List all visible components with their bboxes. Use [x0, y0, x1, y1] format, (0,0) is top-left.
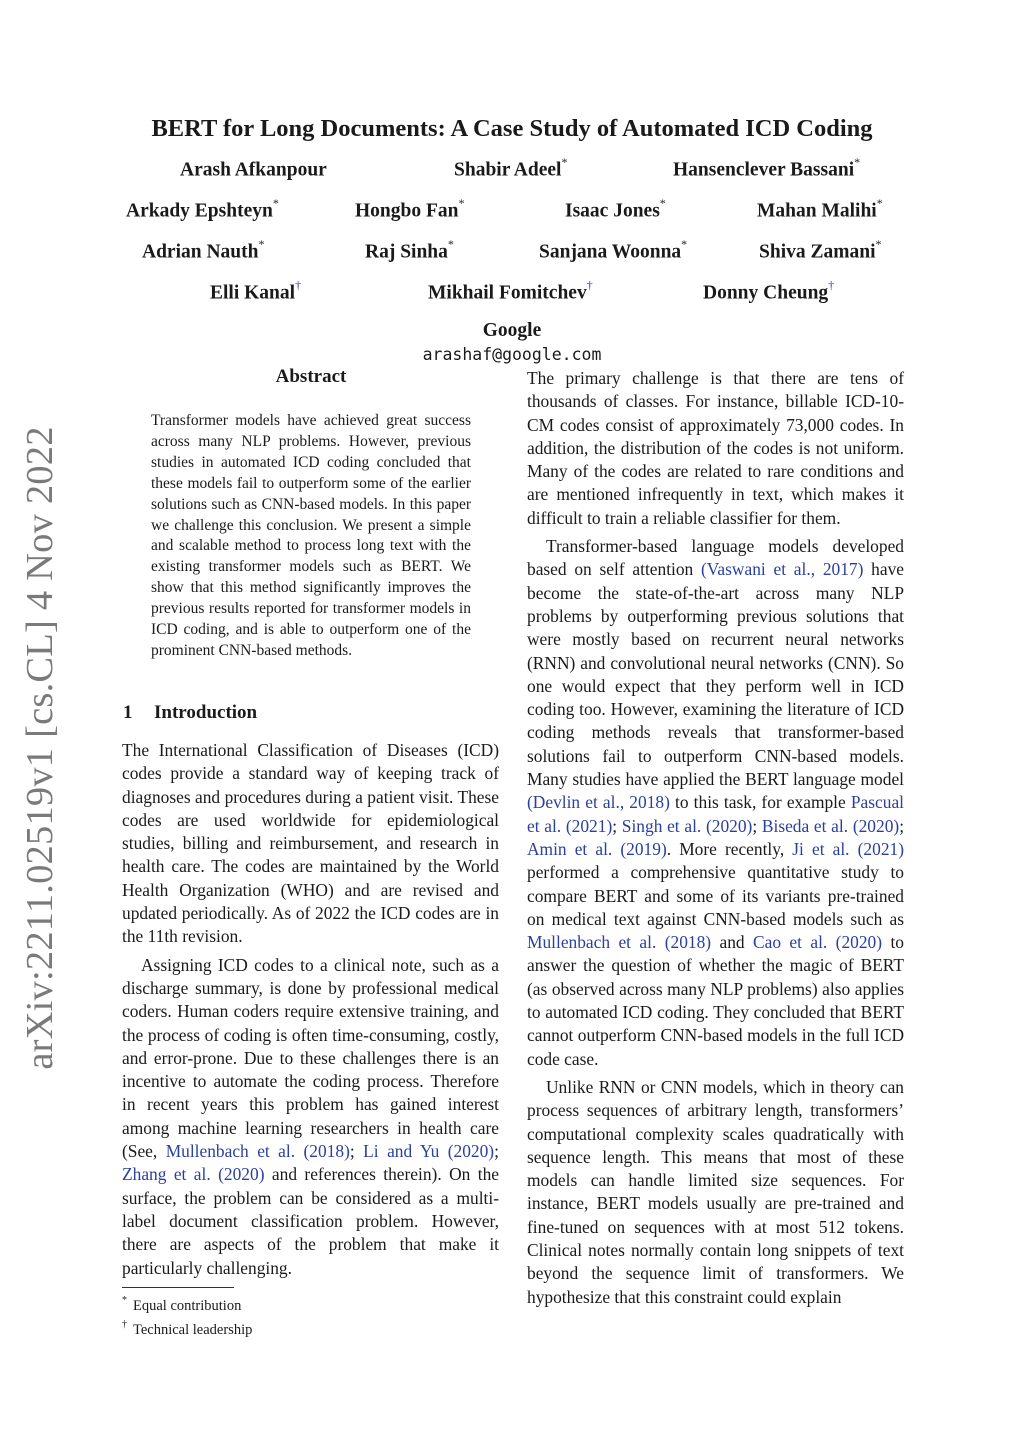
paragraph: Unlike RNN or CNN models, which in theory can process sequences of arbitrary length, transformers’ computational complexity scales quadratically with sequence length. This means that most of these models can handle limited size sequences. For instance, BERT models usually are pre-trained and fine-tuned on sequences with at most 512 tokens. Clinical notes normally contain long snippets of text beyond the sequence limit of transformers. We hypothesize that this constraint could explain [527, 1076, 904, 1307]
citation-link[interactable]: (2020) [835, 932, 883, 953]
citation-link[interactable]: Biseda et al. [761, 815, 849, 836]
paper-title: BERT for Long Documents: A Case Study of Automated ICD Coding [151, 115, 873, 142]
author: Donny Cheung† [703, 278, 835, 304]
author: Mikhail Fomitchev† [428, 278, 593, 304]
footnotes [122, 1292, 252, 1340]
author: Hansenclever Bassani* [673, 155, 861, 181]
author: Arash Afkanpour [180, 159, 327, 181]
citation-link[interactable]: Pascual et al. [527, 792, 904, 836]
author: Sanjana Woonna* [539, 237, 688, 263]
citation-link[interactable]: (2019) [620, 838, 667, 859]
footnote-rule [122, 1287, 234, 1288]
citation-link[interactable]: (Devlin et al., 2018) [527, 792, 670, 813]
author: Shabir Adeel* [454, 155, 568, 181]
citation-link[interactable]: Zhang et al. [122, 1164, 211, 1185]
citation-link[interactable]: (2021) [857, 838, 905, 859]
author: Adrian Nauth* [142, 237, 265, 263]
left-column-body [122, 739, 499, 1280]
citation-link[interactable]: (2020) [447, 1141, 495, 1162]
right-column-body [527, 367, 904, 1309]
affiliation: Google [482, 320, 542, 341]
citation-link[interactable]: (Vaswani et al., 2017) [701, 559, 864, 580]
citation-link[interactable]: Singh et al. [621, 815, 702, 836]
section-heading [123, 702, 257, 724]
author-email: arashaf@google.com [422, 345, 602, 364]
abstract-heading: Abstract [275, 366, 347, 387]
section-title: Introduction [154, 702, 258, 723]
author: Hongbo Fan* [355, 196, 465, 222]
citation-link[interactable]: Amin et al. [527, 838, 613, 859]
citation-link[interactable]: (2021) [565, 815, 613, 836]
citation-link[interactable]: Mullenbach et al. [527, 932, 657, 953]
author: Arkady Epshteyn* [126, 196, 279, 222]
author: Raj Sinha* [365, 237, 454, 263]
citation-link[interactable]: (2020) [852, 815, 900, 836]
author: Shiva Zamani* [759, 237, 882, 263]
citation-link[interactable]: (2018) [303, 1141, 350, 1162]
citation-link[interactable]: Li and Yu [363, 1141, 440, 1162]
citation-link[interactable]: Mullenbach et al. [165, 1141, 296, 1162]
section-number: 1 [123, 702, 133, 723]
citation-link[interactable]: Ji et al. [792, 838, 850, 859]
footnote: † Technical leadership [122, 1318, 253, 1338]
author: Elli Kanal† [210, 278, 302, 304]
citation-link[interactable]: (2020) [218, 1164, 265, 1185]
footnote: * Equal contribution [122, 1295, 242, 1314]
citation-link[interactable]: (2020) [705, 815, 753, 836]
abstract-text: Transformer models have achieved great success across many NLP problems. However, previous studies in automated ICD coding concluded that these models fail to outperform some of the earlier solutions such as CNN-based models. In this paper we challenge this conclusion. We present a simple and scalable method to process long text with the existing transformer models such as BERT. We show that this method significantly improves the previous results reported for transformer models in ICD coding, and is able to outperform one of the prominent CNN-based methods. [151, 412, 471, 659]
author: Mahan Malihi* [757, 196, 883, 222]
paragraph: The International Classification of Diseases (ICD) codes provide a standard way of keeping track of diagnoses and procedures during a patient visit. These codes are used worldwide for epidemiological studies, billing and reimbursement, and research in health care. The codes are maintained by the World Health Organization (WHO) and are revised and updated periodically. As of 2022 the ICD codes are in the 11th revision. [122, 740, 499, 947]
author: Isaac Jones* [565, 196, 666, 222]
citation-link[interactable]: Cao et al. [753, 932, 828, 953]
paragraph: The primary challenge is that there are tens of thousands of classes. For instance, billable ICD-10-CM codes consist of approximately 73,000 codes. In addition, the distribution of the codes is not uniform. Many of the codes are related to rare conditions and are mentioned infrequently in text, which makes it difficult to train a reliable classifier for them. [527, 368, 904, 528]
citation-link[interactable]: (2018) [664, 932, 712, 953]
paragraph: Transformer-based language models developed based on self attention (Vaswani et al., 2017) have become the state-of-the-art across many NLP problems by outperforming previous solutions that were mostly based on recurrent neural networks (RNN) and convolutional neural networks (CNN). So one would expect that they perform well in ICD coding too. However, examining the literature of ICD coding methods reveals that transformer-based solutions fail to outperform CNN-based models. Many studies have applied the BERT language model (Devlin et al., 2018) to this task, for example Pascual et al. (2021); Singh et al. (2020); Biseda et al. (2020); Amin et al. (2019). More recently, Ji et al. (2021) performed a comprehensive quantitative study to compare BERT and some of its variants pre-trained on medical text against CNN-based models such as Mullenbach et al. (2018) and Cao et al. (2020) to answer the question of whether the magic of BERT (as observed across many NLP problems) also applies to automated ICD coding. They concluded that BERT cannot outperform CNN-based models in the full ICD code case. [527, 536, 905, 1069]
paragraph: Assigning ICD codes to a clinical note, such as a discharge summary, is done by professional medical coders. Human coders require extensive training, and the process of coding is often time-consuming, costly, and error-prone. Due to these challenges there is an incentive to automate the coding process. Therefore in recent years this problem has gained interest among machine learning researchers in health care (See, Mullenbach et al. (2018); Li and Yu (2020); Zhang et al. (2020) and references therein). On the surface, the problem can be considered as a multi-label document classification problem. However, there are aspects of the problem that make it particularly challenging. [122, 954, 500, 1278]
arxiv-stamp: arXiv:2211.02519v1 [cs.CL] 4 Nov 2022 [19, 426, 61, 1070]
